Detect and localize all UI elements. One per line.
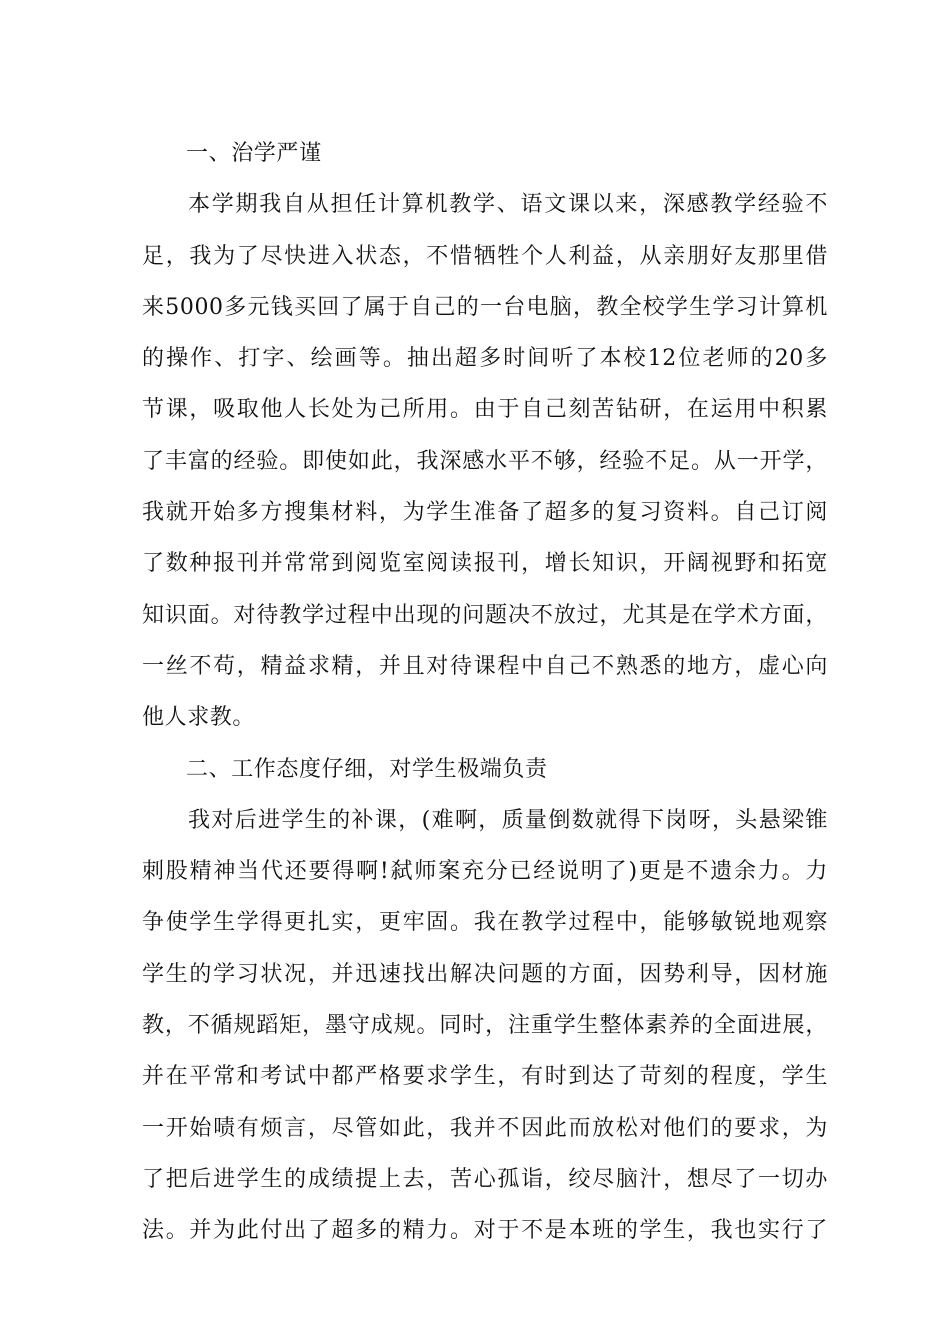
section-heading-1: 一、治学严谨 xyxy=(186,141,322,166)
paragraph-line: 学生的学习状况，并迅速找出解决问题的方面，因势利导，因材施 xyxy=(142,961,828,987)
paragraph-line: 足，我为了尽快进入状态，不惜牺牲个人利益，从亲朋好友那里借 xyxy=(142,243,828,269)
document-body xyxy=(142,128,828,1257)
paragraph-line: 来5000多元钱买回了属于自己的一台电脑，教全校学生学习计算机 xyxy=(142,294,828,320)
paragraph-line: 刺股精神当代还要得啊!弑师案充分已经说明了)更是不遗余力。力 xyxy=(142,859,828,885)
section-heading-2: 二、工作态度仔细，对学生极端负责 xyxy=(186,756,548,782)
paragraph-line: 了把后进学生的成绩提上去，苦心孤诣，绞尽脑汁，想尽了一切办 xyxy=(142,1166,828,1192)
paragraph-line: 并在平常和考试中都严格要求学生，有时到达了苛刻的程度，学生 xyxy=(142,1064,828,1090)
paragraph-line: 他人求教。 xyxy=(142,705,256,731)
paragraph-line: 节课，吸取他人长处为己所用。由于自己刻苦钻研，在运用中积累 xyxy=(142,397,828,423)
paragraph-line: 教，不循规蹈矩，墨守成规。同时，注重学生整体素养的全面进展， xyxy=(142,1013,828,1039)
paragraph-line: 的操作、打字、绘画等。抽出超多时间听了本校12位老师的20多 xyxy=(142,346,828,372)
paragraph-line: 法。并为此付出了超多的精力。对于不是本班的学生，我也实行了 xyxy=(142,1218,828,1244)
paragraph-line: 一丝不苟，精益求精，并且对待课程中自己不熟悉的地方，虚心向 xyxy=(142,653,828,679)
paragraph-line: 我对后进学生的补课，(难啊，质量倒数就得下岗呀，头悬梁锥 xyxy=(188,807,828,833)
paragraph-line: 了丰富的经验。即使如此，我深感水平不够，经验不足。从一开学， xyxy=(142,448,828,474)
paragraph-line: 我就开始多方搜集材料，为学生准备了超多的复习资料。自己订阅 xyxy=(142,500,828,526)
paragraph-line: 知识面。对待教学过程中出现的问题决不放过，尤其是在学术方面， xyxy=(142,602,828,628)
paragraph-line: 争使学生学得更扎实，更牢固。我在教学过程中，能够敏锐地观察 xyxy=(142,910,828,936)
paragraph-line: 了数种报刊并常常到阅览室阅读报刊，增长知识，开阔视野和拓宽 xyxy=(142,551,828,577)
paragraph-line: 本学期我自从担任计算机教学、语文课以来，深感教学经验不 xyxy=(188,192,828,218)
paragraph-line: 一开始啧有烦言，尽管如此，我并不因此而放松对他们的要求，为 xyxy=(142,1115,828,1141)
